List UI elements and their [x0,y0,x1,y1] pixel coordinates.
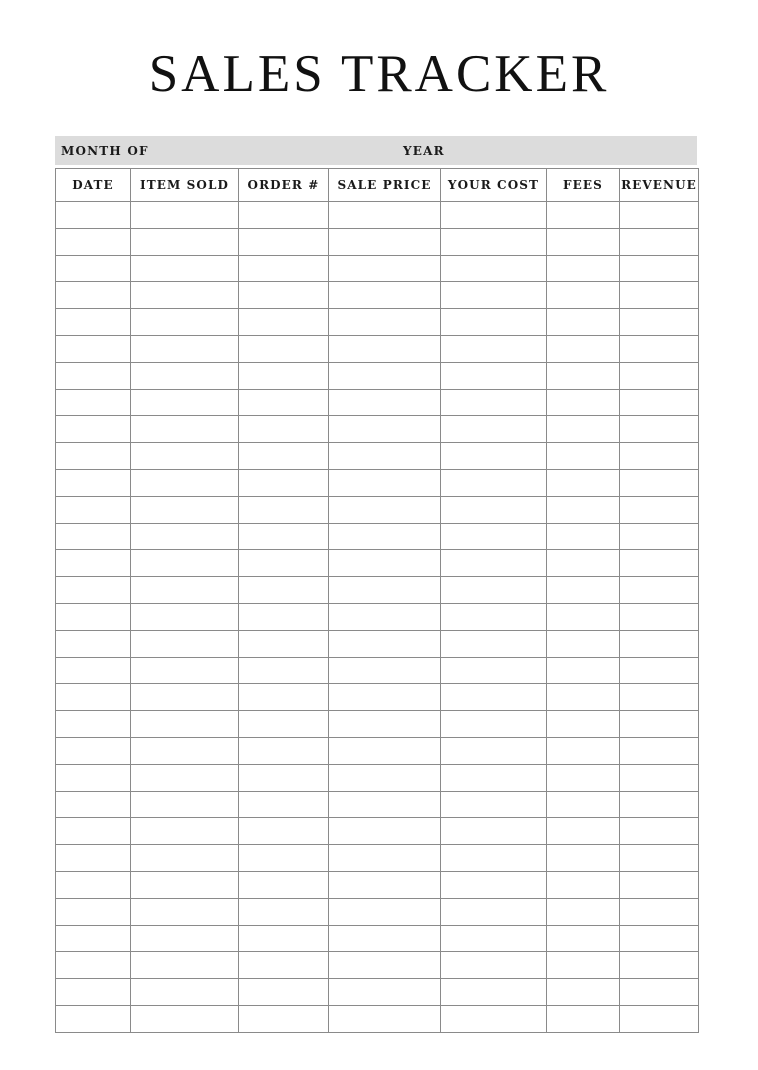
cell-revenue[interactable] [620,309,699,336]
cell-order-number[interactable] [239,1005,329,1032]
cell-sale-price[interactable] [329,202,441,229]
cell-your-cost[interactable] [441,1005,547,1032]
cell-date[interactable] [56,603,131,630]
cell-your-cost[interactable] [441,952,547,979]
cell-your-cost[interactable] [441,871,547,898]
cell-fees[interactable] [547,979,620,1006]
column-header-fees: FEES [547,169,620,202]
cell-your-cost[interactable] [441,202,547,229]
cell-date[interactable] [56,335,131,362]
cell-order-number[interactable] [239,362,329,389]
cell-order-number[interactable] [239,603,329,630]
cell-sale-price[interactable] [329,764,441,791]
cell-sale-price[interactable] [329,469,441,496]
cell-sale-price[interactable] [329,389,441,416]
cell-item-sold[interactable] [131,871,239,898]
cell-fees[interactable] [547,443,620,470]
cell-date[interactable] [56,496,131,523]
cell-date[interactable] [56,416,131,443]
cell-date[interactable] [56,362,131,389]
cell-date[interactable] [56,309,131,336]
table-row [56,845,699,872]
cell-fees[interactable] [547,845,620,872]
cell-sale-price[interactable] [329,630,441,657]
cell-fees[interactable] [547,737,620,764]
column-header-item-sold: ITEM SOLD [131,169,239,202]
cell-revenue[interactable] [620,202,699,229]
cell-revenue[interactable] [620,550,699,577]
cell-item-sold[interactable] [131,818,239,845]
cell-revenue[interactable] [620,657,699,684]
cell-sale-price[interactable] [329,496,441,523]
cell-sale-price[interactable] [329,335,441,362]
cell-fees[interactable] [547,389,620,416]
cell-your-cost[interactable] [441,469,547,496]
cell-sale-price[interactable] [329,979,441,1006]
cell-revenue[interactable] [620,791,699,818]
cell-sale-price[interactable] [329,309,441,336]
cell-item-sold[interactable] [131,416,239,443]
table-row [56,335,699,362]
cell-item-sold[interactable] [131,979,239,1006]
cell-fees[interactable] [547,657,620,684]
column-header-date: DATE [56,169,131,202]
cell-revenue[interactable] [620,979,699,1006]
table-row [56,818,699,845]
table-row [56,255,699,282]
cell-item-sold[interactable] [131,791,239,818]
cell-order-number[interactable] [239,577,329,604]
cell-date[interactable] [56,469,131,496]
cell-fees[interactable] [547,818,620,845]
cell-sale-price[interactable] [329,255,441,282]
cell-item-sold[interactable] [131,443,239,470]
cell-your-cost[interactable] [441,737,547,764]
table-row [56,416,699,443]
table-row [56,1005,699,1032]
cell-date[interactable] [56,711,131,738]
cell-revenue[interactable] [620,255,699,282]
cell-revenue[interactable] [620,764,699,791]
cell-fees[interactable] [547,550,620,577]
cell-your-cost[interactable] [441,389,547,416]
cell-date[interactable] [56,282,131,309]
cell-fees[interactable] [547,1005,620,1032]
cell-your-cost[interactable] [441,791,547,818]
cell-revenue[interactable] [620,389,699,416]
cell-date[interactable] [56,684,131,711]
cell-your-cost[interactable] [441,630,547,657]
cell-sale-price[interactable] [329,737,441,764]
cell-item-sold[interactable] [131,202,239,229]
table-row [56,603,699,630]
cell-date[interactable] [56,389,131,416]
cell-revenue[interactable] [620,496,699,523]
cell-date[interactable] [56,791,131,818]
cell-revenue[interactable] [620,818,699,845]
cell-fees[interactable] [547,630,620,657]
cell-your-cost[interactable] [441,282,547,309]
cell-item-sold[interactable] [131,255,239,282]
cell-order-number[interactable] [239,979,329,1006]
cell-fees[interactable] [547,764,620,791]
table-row [56,523,699,550]
cell-item-sold[interactable] [131,577,239,604]
cell-order-number[interactable] [239,389,329,416]
cell-date[interactable] [56,228,131,255]
cell-item-sold[interactable] [131,952,239,979]
cell-item-sold[interactable] [131,603,239,630]
cell-date[interactable] [56,845,131,872]
cell-date[interactable] [56,523,131,550]
table-row [56,952,699,979]
table-body [56,202,699,1033]
cell-order-number[interactable] [239,443,329,470]
cell-date[interactable] [56,577,131,604]
cell-revenue[interactable] [620,577,699,604]
cell-item-sold[interactable] [131,711,239,738]
cell-fees[interactable] [547,202,620,229]
cell-your-cost[interactable] [441,550,547,577]
cell-date[interactable] [56,630,131,657]
cell-your-cost[interactable] [441,684,547,711]
cell-revenue[interactable] [620,335,699,362]
cell-sale-price[interactable] [329,711,441,738]
cell-item-sold[interactable] [131,684,239,711]
cell-date[interactable] [56,657,131,684]
cell-revenue[interactable] [620,925,699,952]
cell-order-number[interactable] [239,309,329,336]
cell-fees[interactable] [547,496,620,523]
cell-revenue[interactable] [620,362,699,389]
cell-item-sold[interactable] [131,309,239,336]
cell-order-number[interactable] [239,737,329,764]
table-row [56,282,699,309]
cell-date[interactable] [56,1005,131,1032]
cell-order-number[interactable] [239,202,329,229]
table-row [56,630,699,657]
cell-fees[interactable] [547,711,620,738]
table-row [56,443,699,470]
cell-sale-price[interactable] [329,925,441,952]
cell-your-cost[interactable] [441,818,547,845]
cell-fees[interactable] [547,577,620,604]
cell-fees[interactable] [547,335,620,362]
cell-revenue[interactable] [620,845,699,872]
cell-order-number[interactable] [239,228,329,255]
cell-sale-price[interactable] [329,684,441,711]
cell-sale-price[interactable] [329,550,441,577]
cell-your-cost[interactable] [441,925,547,952]
cell-revenue[interactable] [620,1005,699,1032]
cell-your-cost[interactable] [441,416,547,443]
cell-sale-price[interactable] [329,282,441,309]
cell-order-number[interactable] [239,335,329,362]
cell-revenue[interactable] [620,282,699,309]
cell-order-number[interactable] [239,898,329,925]
cell-order-number[interactable] [239,791,329,818]
cell-date[interactable] [56,764,131,791]
cell-date[interactable] [56,550,131,577]
table-header-row [56,169,699,202]
table-row [56,550,699,577]
cell-sale-price[interactable] [329,603,441,630]
cell-fees[interactable] [547,684,620,711]
cell-order-number[interactable] [239,282,329,309]
sales-table [55,168,699,1033]
table-row [56,657,699,684]
page-title: SALES TRACKER [148,45,610,103]
table-row [56,764,699,791]
cell-item-sold[interactable] [131,1005,239,1032]
cell-your-cost[interactable] [441,335,547,362]
column-header-your-cost: YOUR COST [441,169,547,202]
cell-sale-price[interactable] [329,228,441,255]
cell-fees[interactable] [547,603,620,630]
cell-item-sold[interactable] [131,335,239,362]
cell-sale-price[interactable] [329,523,441,550]
cell-your-cost[interactable] [441,496,547,523]
cell-revenue[interactable] [620,523,699,550]
cell-your-cost[interactable] [441,764,547,791]
cell-item-sold[interactable] [131,657,239,684]
month-year-bar [55,136,697,165]
cell-fees[interactable] [547,362,620,389]
cell-order-number[interactable] [239,925,329,952]
cell-your-cost[interactable] [441,898,547,925]
cell-fees[interactable] [547,952,620,979]
table-row [56,925,699,952]
table-row [56,362,699,389]
cell-sale-price[interactable] [329,845,441,872]
cell-fees[interactable] [547,255,620,282]
cell-order-number[interactable] [239,523,329,550]
column-header-order-number: ORDER # [239,169,329,202]
table-row [56,737,699,764]
month-of-label[interactable]: MONTH OF [61,144,149,158]
cell-item-sold[interactable] [131,362,239,389]
cell-sale-price[interactable] [329,871,441,898]
cell-item-sold[interactable] [131,523,239,550]
cell-your-cost[interactable] [441,228,547,255]
cell-fees[interactable] [547,309,620,336]
cell-your-cost[interactable] [441,577,547,604]
table-row [56,684,699,711]
cell-date[interactable] [56,925,131,952]
cell-order-number[interactable] [239,416,329,443]
cell-revenue[interactable] [620,952,699,979]
cell-sale-price[interactable] [329,657,441,684]
cell-sale-price[interactable] [329,416,441,443]
cell-revenue[interactable] [620,630,699,657]
cell-item-sold[interactable] [131,764,239,791]
table-row [56,469,699,496]
cell-item-sold[interactable] [131,630,239,657]
cell-order-number[interactable] [239,845,329,872]
cell-sale-price[interactable] [329,577,441,604]
cell-revenue[interactable] [620,603,699,630]
cell-fees[interactable] [547,898,620,925]
cell-fees[interactable] [547,791,620,818]
cell-fees[interactable] [547,925,620,952]
cell-your-cost[interactable] [441,362,547,389]
table-row [56,871,699,898]
table-row [56,202,699,229]
cell-order-number[interactable] [239,871,329,898]
cell-sale-price[interactable] [329,362,441,389]
cell-your-cost[interactable] [441,523,547,550]
cell-order-number[interactable] [239,764,329,791]
cell-revenue[interactable] [620,228,699,255]
cell-date[interactable] [56,202,131,229]
cell-your-cost[interactable] [441,603,547,630]
cell-your-cost[interactable] [441,845,547,872]
cell-item-sold[interactable] [131,898,239,925]
cell-your-cost[interactable] [441,255,547,282]
column-header-sale-price: SALE PRICE [329,169,441,202]
cell-order-number[interactable] [239,952,329,979]
cell-date[interactable] [56,737,131,764]
cell-date[interactable] [56,898,131,925]
cell-item-sold[interactable] [131,228,239,255]
cell-sale-price[interactable] [329,818,441,845]
year-label[interactable]: YEAR [403,144,445,158]
column-header-revenue: REVENUE [620,169,699,202]
table-row [56,389,699,416]
cell-revenue[interactable] [620,416,699,443]
cell-order-number[interactable] [239,550,329,577]
cell-revenue[interactable] [620,871,699,898]
cell-date[interactable] [56,871,131,898]
cell-date[interactable] [56,443,131,470]
cell-revenue[interactable] [620,443,699,470]
cell-order-number[interactable] [239,818,329,845]
cell-your-cost[interactable] [441,979,547,1006]
cell-fees[interactable] [547,871,620,898]
cell-order-number[interactable] [239,469,329,496]
cell-your-cost[interactable] [441,657,547,684]
cell-date[interactable] [56,952,131,979]
cell-item-sold[interactable] [131,496,239,523]
cell-your-cost[interactable] [441,309,547,336]
cell-date[interactable] [56,818,131,845]
cell-revenue[interactable] [620,711,699,738]
cell-order-number[interactable] [239,255,329,282]
cell-order-number[interactable] [239,711,329,738]
cell-date[interactable] [56,255,131,282]
cell-sale-price[interactable] [329,443,441,470]
cell-revenue[interactable] [620,737,699,764]
cell-sale-price[interactable] [329,898,441,925]
table-row [56,496,699,523]
cell-revenue[interactable] [620,684,699,711]
cell-order-number[interactable] [239,630,329,657]
cell-fees[interactable] [547,416,620,443]
cell-order-number[interactable] [239,684,329,711]
cell-order-number[interactable] [239,496,329,523]
cell-your-cost[interactable] [441,443,547,470]
table-row [56,228,699,255]
table-row [56,711,699,738]
cell-revenue[interactable] [620,898,699,925]
cell-date[interactable] [56,979,131,1006]
table-row [56,979,699,1006]
cell-item-sold[interactable] [131,845,239,872]
table-row [56,791,699,818]
cell-fees[interactable] [547,282,620,309]
cell-item-sold[interactable] [131,282,239,309]
table-row [56,577,699,604]
cell-item-sold[interactable] [131,469,239,496]
cell-item-sold[interactable] [131,389,239,416]
cell-sale-price[interactable] [329,952,441,979]
table-row [56,898,699,925]
cell-your-cost[interactable] [441,711,547,738]
cell-order-number[interactable] [239,657,329,684]
cell-item-sold[interactable] [131,925,239,952]
table-row [56,309,699,336]
cell-item-sold[interactable] [131,550,239,577]
cell-fees[interactable] [547,523,620,550]
cell-item-sold[interactable] [131,737,239,764]
cell-sale-price[interactable] [329,1005,441,1032]
cell-revenue[interactable] [620,469,699,496]
cell-fees[interactable] [547,469,620,496]
cell-sale-price[interactable] [329,791,441,818]
cell-fees[interactable] [547,228,620,255]
